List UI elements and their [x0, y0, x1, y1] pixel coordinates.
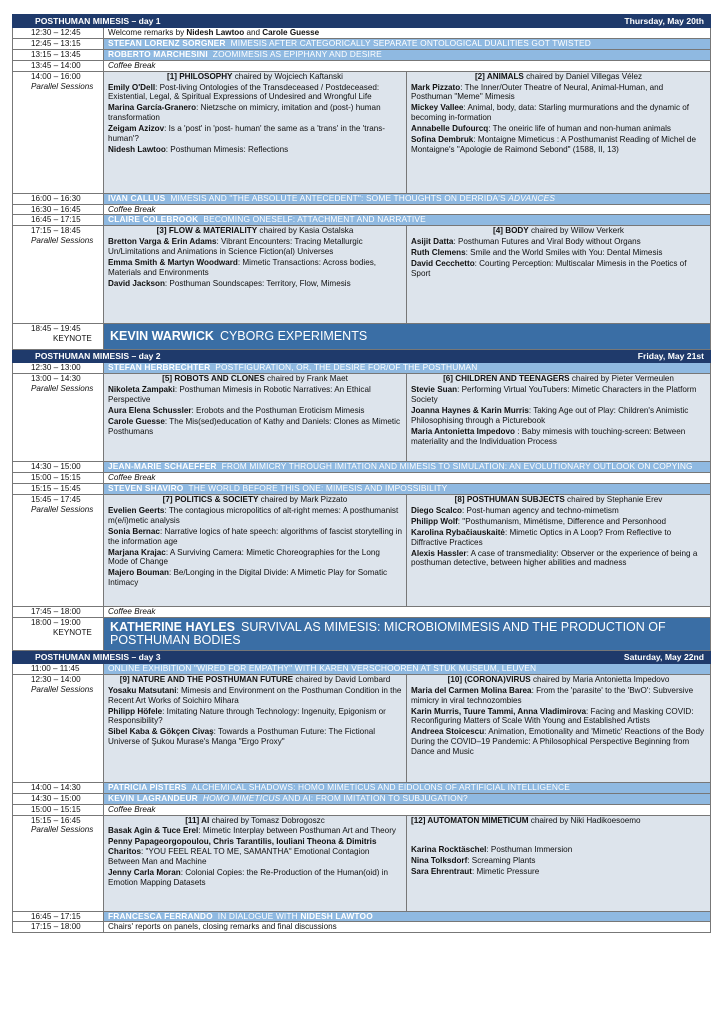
speaker-name: FRANCESCA FERRANDO [108, 911, 213, 921]
presenter-name: Carole Guesse [108, 416, 165, 426]
talk-title: : Mimetic Pressure [471, 867, 540, 877]
talk-item [411, 237, 706, 247]
talk-band [104, 49, 711, 60]
talk-title: : Narrative logics of hate speech: algorithms of fascist storytelling in the information age [108, 526, 402, 546]
presenter-name: Annabelle Dufourcq [411, 124, 489, 134]
talk-title: THE WORLD BEFORE THIS ONE: MIMESIS AND IMPOSSIBILITY [188, 483, 448, 494]
speaker-name: JEAN-MARIE SCHAEFFER [108, 461, 217, 472]
presenter-name: Evelien Geerts [108, 505, 165, 515]
day-date: Saturday, May 22nd [623, 651, 704, 662]
presenter-name: Philipp Wolf [411, 516, 458, 526]
coffee-break: Coffee Break [104, 473, 711, 484]
speaker-name: KATHERINE HAYLES [110, 619, 236, 634]
schedule-row [13, 374, 711, 462]
talk-item [108, 145, 402, 155]
panel-title: [7] POLITICS & SOCIETY [162, 494, 259, 504]
talk-title: : Nietzsche on mimicry, imitation and (post-) human transformation [108, 103, 381, 123]
panel-philosophy [104, 71, 407, 193]
talk-band [104, 782, 711, 793]
exhibition-band: ONLINE EXHIBITION "WIRED FOR EMPATHY" WITH KAREN VERSCHOOREN AT STUK MUSEUM, LEUVEN [104, 663, 711, 674]
speaker-name: IVAN CALLUS [108, 193, 166, 203]
session-type: Parallel Sessions [31, 81, 94, 91]
schedule-row [13, 363, 711, 374]
schedule-row [13, 617, 711, 650]
time-cell: 12:30 – 13:00 [13, 363, 104, 374]
presenter-name: Mickey Vallee [411, 103, 464, 113]
time-cell: 15:00 – 15:15 [13, 473, 104, 484]
talk-item [108, 406, 402, 416]
presenter-name: Nikoleta Zampaki [108, 385, 175, 395]
session-type: KEYNOTE [53, 334, 92, 344]
talk-title: : Be/Longing in the Digital Divide: A Mimetic Play for Somatic Intimacy [108, 568, 388, 588]
talk-item [108, 826, 402, 836]
talk-title: AND AI: FROM IMITATION TO SUBJUGATION? [280, 793, 468, 803]
talk-item [108, 83, 402, 103]
speaker-name: CLAIRE COLEBROOK [108, 214, 199, 225]
presenter-name: Emma Smith & Martyn Woodward [108, 258, 238, 268]
presenter-name: Marjana Krajac [108, 547, 166, 557]
speaker-name: PATRICIA PISTERS [108, 782, 187, 792]
talk-title: ALCHEMICAL SHADOWS: HOMO MIMETICUS AND EIDOLONS OF ARTIFICIAL INTELLIGENCE [191, 782, 570, 792]
talk-title: IN DIALOGUE WITH [217, 911, 301, 921]
talk-item [411, 248, 706, 258]
panel-chair: chaired by Pieter Vermeulen [569, 374, 674, 384]
panel-body [407, 226, 711, 324]
panel-nature-future [104, 674, 407, 782]
talk-title: : Post-living Ontologies of the Transdeceased / Postdeceased: Existential, Legal, & Spiritual Expressions of Undesired and Wrongful Life [108, 82, 380, 102]
time-cell: 14:30 – 15:00 [13, 793, 104, 804]
talk-item [411, 135, 706, 155]
panel-heading [108, 72, 402, 82]
talk-band [104, 193, 711, 204]
time-cell [13, 494, 104, 606]
talk-title: : Screaming Plants [467, 856, 536, 866]
panel-ai [104, 815, 407, 911]
panel-children-teenagers [407, 374, 711, 462]
presenter-name: Diego Scalco [411, 505, 463, 515]
closing-remarks: Chairs' reports on panels, closing remarks and final discussions [104, 922, 711, 933]
panel-heading [108, 495, 402, 505]
presenter-name: Sofina Dembruk [411, 135, 474, 145]
presenter-name: David Jackson [108, 278, 165, 288]
day-title: POSTHUMAN MIMESIS – day 3 [35, 651, 161, 662]
talk-item [411, 103, 706, 123]
talk-title: : "Posthumanism, Mimétisme, Difference and Personhood [457, 516, 667, 526]
time-cell: 17:45 – 18:00 [13, 606, 104, 617]
talk-item [108, 103, 402, 123]
schedule-row [13, 674, 711, 782]
talk-title: : Posthuman Soundscapes: Territory, Flow, Mimesis [164, 278, 351, 288]
panel-chair: chaired by Maria Antonietta Impedovo [530, 674, 670, 684]
session-type: KEYNOTE [53, 627, 92, 637]
time-cell: 15:15 – 15:45 [13, 484, 104, 495]
talk-item [108, 548, 402, 568]
time-label: 12:30 – 14:00 [31, 674, 81, 684]
session-type: Parallel Sessions [31, 825, 94, 835]
talk-title: MIMESIS AND "THE ABSOLUTE ANTECEDENT": SOME THOUGHTS ON DERRIDA'S [170, 193, 509, 203]
schedule-row [13, 782, 711, 793]
time-cell [13, 617, 104, 650]
speaker-name: STEFAN LORENZ SORGNER [108, 38, 226, 48]
panel-heading [411, 495, 706, 505]
presenter-name: Karina Rocktäschel [411, 845, 487, 855]
time-cell: 13:15 – 13:45 [13, 49, 104, 60]
panel-coronavirus [407, 674, 711, 782]
panel-title: [1] PHILOSOPHY [167, 71, 233, 81]
talk-title-bold: NIDESH LAWTOO [300, 911, 373, 921]
talk-title: : Vibrant Encounters: Tracing Metallurgic Un/Limitations and Animations in Science Fiction(al) Universes [108, 237, 363, 257]
coffee-break: Coffee Break [104, 804, 711, 815]
talk-item [411, 406, 706, 426]
presenter-name: Alexis Hassler [411, 548, 467, 558]
talk-title: : The oneiric life of human and non-human animals [488, 124, 671, 134]
talk-title: CYBORG EXPERIMENTS [219, 329, 368, 344]
talk-title: : The contagious micropolitics of alt-right memes: A posthumanist m(e/i)metic analysis [108, 505, 399, 525]
talk-title: : Is a 'post' in 'post- human' the same as a 'trans' in the 'trans-human'? [108, 124, 385, 144]
talk-title: : Animal, body, data: Starling murmurations and the dynamic of becoming in-formation [411, 103, 690, 123]
presenter-name: Aura Elena Schussler [108, 405, 192, 415]
talk-title: : Mimetic Interplay between Posthuman Art and Theory [198, 826, 396, 836]
panel-chair: chaired by Mark Pizzato [258, 494, 348, 504]
talk-item [108, 527, 402, 547]
panel-chair: chaired by Kasia Ostalska [257, 226, 354, 236]
remark-text: Welcome remarks by [108, 28, 187, 37]
presenter-name: Maria del Carmen Molina Barea [411, 685, 532, 695]
talk-item [411, 528, 706, 548]
talk-item [108, 686, 402, 706]
talk-title: : Posthuman Mimesis: Reflections [165, 144, 289, 154]
talk-item [108, 417, 402, 437]
speaker-name: STEVEN SHAVIRO [108, 483, 184, 494]
panel-chair: chaired by David Lombard [293, 674, 391, 684]
talk-item [108, 707, 402, 727]
talk-item [411, 845, 706, 855]
coffee-break: Coffee Break [104, 204, 711, 215]
time-cell: 16:45 – 17:15 [13, 911, 104, 922]
schedule-row [13, 494, 711, 606]
panel-heading [411, 72, 706, 82]
talk-title: : Taking Age out of Play: Children's Animistic Philosophising through a Picturebook [411, 405, 689, 425]
talk-title: MIMESIS AFTER CATEGORICALLY SEPARATE ONTOLOGICAL DUALITIES GOT TWISTED [230, 38, 591, 48]
talk-title: : Animation, Emotionality and 'Mimetic' Reactions of the Body During the COVID–19 Pandemic: A Philosophical Perspective Beginning from Dance and Music [411, 727, 705, 757]
panel-automaton-mimeticum [407, 815, 711, 911]
presenter-name: Maria Antonietta Impedovo [411, 426, 515, 436]
presenter-name: Joanna Haynes & Karin Murris [411, 405, 529, 415]
day2-header [13, 350, 711, 363]
presenter-name: Yosaku Matsutani [108, 685, 177, 695]
talk-title: FROM MIMICRY THROUGH IMITATION AND MIMESIS TO SIMULATION: AN EVOLUTIONARY OUTLOOK ON COPYING [221, 461, 693, 472]
presenter-name: Karolina Rybačiauskaitė [411, 527, 505, 537]
presenter-name: Stevie Suan [411, 385, 458, 395]
panel-chair: chaired by Niki Hadikoesoemo [528, 815, 641, 825]
presenter-name: Bretton Varga & Erin Adams [108, 237, 217, 247]
panel-politics-society [104, 494, 407, 606]
time-label: 13:00 – 14:30 [31, 374, 81, 384]
talk-item [108, 568, 402, 588]
schedule-row [13, 815, 711, 911]
panel-title: [6] CHILDREN AND TEENAGERS [443, 374, 570, 384]
talk-title: : Mimesis and Environment on the Posthuman Condition in the Recent Art Works of Soichiro Mihara [108, 685, 402, 705]
panel-title: [8] POSTHUMAN SUBJECTS [454, 494, 565, 504]
talk-band [104, 462, 711, 473]
time-cell: 14:30 – 15:00 [13, 462, 104, 473]
speaker-name: KEVIN WARWICK [110, 329, 214, 344]
panel-title: [4] BODY [493, 226, 529, 236]
panel-animals [407, 71, 711, 193]
schedule-row [13, 473, 711, 484]
talk-title: : Facing and Masking COVID: Reconfiguring Matters of Scale With Young and Established Artists [411, 706, 694, 726]
schedule-row [13, 793, 711, 804]
panel-title: [12] AUTOMATON MIMETICUM [411, 815, 529, 825]
panel-heading [108, 675, 402, 685]
time-cell: 15:00 – 15:15 [13, 804, 104, 815]
panel-chair: chaired by Frank Maet [264, 374, 348, 384]
schedule-row [13, 911, 711, 922]
program-table [12, 14, 711, 933]
talk-item [108, 258, 402, 278]
talk-item [108, 868, 402, 888]
session-type: Parallel Sessions [31, 236, 94, 246]
talk-item [411, 686, 706, 706]
time-cell [13, 674, 104, 782]
talk-band [104, 38, 711, 49]
talk-item [411, 427, 706, 447]
schedule-row [13, 215, 711, 226]
talk-title: : Performing Virtual YouTubers: Mimetic Characters in the Platform Society [411, 385, 697, 405]
talk-title: ZOOMIMESIS AS EPIPHANY AND DESIRE [212, 49, 382, 59]
panel-title: [11] AI [185, 815, 210, 825]
schedule-row [13, 49, 711, 60]
panel-heading [108, 374, 402, 384]
day-title: POSTHUMAN MIMESIS – day 1 [35, 16, 161, 26]
speaker-name: KEVIN LAGRANDEUR [108, 793, 198, 803]
panel-heading [411, 374, 706, 384]
schedule-row [13, 226, 711, 324]
talk-title: : Posthuman Mimesis in Robotic Narratives: An Ethical Perspective [108, 385, 371, 405]
keynote-band [104, 617, 711, 650]
panel-title: [5] ROBOTS AND CLONES [162, 374, 265, 384]
talk-item [411, 856, 706, 866]
presenter-name: Marina García-Granero [108, 103, 197, 113]
time-cell: 13:45 – 14:00 [13, 60, 104, 71]
talk-title: : Courting Perception: Multiscalar Mimesis in the Poetics of Sport [411, 259, 687, 278]
talk-item [411, 385, 706, 405]
session-type: Parallel Sessions [31, 384, 94, 394]
presenter-name: Basak Agin & Tuce Erel [108, 826, 199, 836]
presenter-name: Zeigam Azizov [108, 124, 165, 134]
talk-title: : Erobots and the Posthuman Eroticism Mimesis [191, 405, 365, 415]
panel-chair: chaired by Willow Verkerk [528, 226, 624, 236]
talk-item [108, 237, 402, 257]
presenter-name: Sara Ehrentraut [411, 867, 472, 877]
talk-item [411, 867, 706, 877]
coffee-break: Coffee Break [104, 60, 711, 71]
presenter-name: Asijit Datta [411, 237, 454, 247]
talk-title: : Mimetic Optics in A Loop? From Reflective to Diffractive Practices [411, 527, 672, 547]
presenter-name: Philipp Höfele [108, 706, 163, 716]
talk-item [108, 837, 402, 867]
time-cell: 11:00 – 11:45 [13, 663, 104, 674]
time-cell [13, 815, 104, 911]
talk-title: : Posthuman Immersion [486, 845, 573, 855]
talk-item [411, 124, 706, 134]
talk-title: : Baby mimesis with touching-screen: Between materiality and the Individuation Process [411, 426, 686, 446]
time-label: 15:45 – 17:45 [31, 494, 81, 504]
time-cell: 16:00 – 16:30 [13, 193, 104, 204]
time-cell: 12:30 – 12:45 [13, 28, 104, 39]
schedule-row [13, 462, 711, 473]
presenter-name: Andreea Stoicescu [411, 727, 485, 737]
panel-title: [3] FLOW & MATERIALITY [156, 226, 258, 236]
presenter-name: Ruth Clemens [411, 248, 466, 258]
talk-title: : The Mis(sed)education of Kathy and Daniels: Clones as Mimetic Posthumans [108, 416, 401, 436]
presenter-name: Majero Bouman [108, 568, 169, 578]
talk-item [411, 549, 706, 569]
talk-title: : The Inner/Outer Theatre of Neural, Animal-Human, and Posthuman "Meme" Mimesis [411, 82, 664, 102]
presenter-name: Nidesh Lawtoo [108, 144, 166, 154]
panel-posthuman-subjects [407, 494, 711, 606]
schedule-row [13, 28, 711, 39]
panel-title: [10] (CORONA)VIRUS [447, 674, 531, 684]
coffee-break: Coffee Break [104, 606, 711, 617]
talk-title-italic: HOMO MIMETICUS [202, 793, 281, 803]
talk-title: : Posthuman Futures and Viral Body without Organs [453, 237, 641, 247]
talk-item [411, 259, 706, 279]
panel-chair: chaired by Tomasz Dobrogoszc [209, 815, 325, 825]
time-cell: 16:45 – 17:15 [13, 215, 104, 226]
remark-text: and [244, 28, 263, 37]
talk-band [104, 911, 711, 922]
talk-item [411, 707, 706, 727]
time-cell: 16:30 – 16:45 [13, 204, 104, 215]
talk-title: : Imitating Nature through Technology: Ingenuity, Epigonism or Responsibility? [108, 706, 386, 726]
time-cell [13, 324, 104, 350]
remark-name: Nidesh Lawtoo [186, 28, 245, 37]
panel-chair: chaired by Wojciech Kaftanski [232, 71, 343, 81]
panel-title: [2] ANIMALS [474, 71, 524, 81]
talk-title: : Mimetic Transactions: Across bodies, Materials and Environments [108, 258, 377, 277]
talk-item [108, 506, 402, 526]
talk-title: : Post-human agency and techno-mimetism [462, 505, 619, 515]
presenter-name: Mark Pizzato [411, 82, 461, 92]
keynote-band [104, 324, 711, 350]
schedule-row [13, 204, 711, 215]
time-cell: 14:00 – 14:30 [13, 782, 104, 793]
talk-item [108, 124, 402, 144]
panel-heading [411, 675, 706, 685]
time-label: 18:00 – 19:00 [31, 617, 81, 627]
talk-item [108, 727, 402, 747]
talk-item [411, 727, 706, 757]
time-label: 17:15 – 18:45 [31, 226, 81, 236]
talk-title: BECOMING ONESELF: ATTACHMENT AND NARRATIVE [203, 214, 426, 225]
program-page [12, 14, 710, 1018]
presenter-name: Penny Papageorgopoulou, Chris Tarantilis, Iouliani Theona & Dimitris Charitos [108, 837, 377, 857]
day-date: Friday, May 21st [637, 351, 704, 362]
remark-name: Carole Guesse [262, 28, 320, 37]
talk-title: : Smile and the World Smiles with You: Dental Mimesis [465, 248, 663, 258]
talk-item [411, 517, 706, 527]
presenter-name: Emily O'Dell [108, 82, 156, 92]
talk-title: : "YOU FEEL REAL TO ME, SAMANTHA" Emotional Contagion Between Man and Machine [108, 847, 370, 867]
schedule-row [13, 60, 711, 71]
day-title: POSTHUMAN MIMESIS – day 2 [35, 351, 161, 362]
panel-robots-clones [104, 374, 407, 462]
day-date: Thursday, May 20th [624, 16, 704, 26]
talk-item [108, 279, 402, 289]
presenter-name: Jenny Carla Moran [108, 868, 181, 878]
time-cell [13, 226, 104, 324]
time-label: 14:00 – 16:00 [31, 71, 81, 81]
talk-band [104, 363, 711, 374]
speaker-name: STEFAN HERBRECHTER [108, 362, 211, 373]
day3-header [13, 650, 711, 663]
presenter-name: David Cecchetto [411, 259, 475, 269]
presenter-name: Sibel Kaba & Gökçen Civaş [108, 727, 214, 737]
time-cell: 17:15 – 18:00 [13, 922, 104, 933]
schedule-row [13, 324, 711, 350]
schedule-row [13, 663, 711, 674]
panel-flow-materiality [104, 226, 407, 324]
talk-band [104, 484, 711, 495]
panel-chair: chaired by Stephanie Erev [564, 494, 663, 504]
panel-title: [9] NATURE AND THE POSTHUMAN FUTURE [119, 674, 294, 684]
presenter-name: Sonia Bernac [108, 526, 160, 536]
talk-title: : Montaigne Mimeticus : A Posthumanist Reading of Michel de Montaigne's "Apologie de Raimond Sebond" (1588, II, 13) [411, 135, 696, 154]
time-cell [13, 374, 104, 462]
schedule-row [13, 193, 711, 204]
talk-title: : Towards a Posthuman Future: The Fictional Universe of Şukou Murase's Manga "Ergo Proxy" [108, 727, 376, 747]
welcome-remarks [104, 28, 711, 39]
time-label: 15:15 – 16:45 [31, 815, 81, 825]
talk-title: SURVIVAL AS MIMESIS: MICROBIOMIMESIS AND THE PRODUCTION OF POSTHUMAN BODIES [110, 619, 666, 647]
talk-item [411, 83, 706, 103]
talk-title: : A Surviving Camera: Mimetic Choreographies for the Long Mode of Change [108, 547, 380, 567]
time-cell [13, 71, 104, 193]
schedule-row [13, 484, 711, 495]
time-cell: 12:45 – 13:15 [13, 38, 104, 49]
talk-title: : From the 'parasite' to the 'BwO': Subversive mimicry in viral technozombies [411, 685, 694, 705]
presenter-name: Nina Tolksdorf [411, 856, 468, 866]
speaker-name: ROBERTO MARCHESINI [108, 49, 208, 59]
talk-title: : Colonial Copies: the Re-Production of the Human(oid) in Emotion Mapping Datasets [108, 868, 388, 887]
talk-band [104, 215, 711, 226]
schedule-row [13, 38, 711, 49]
panel-heading [108, 226, 402, 236]
talk-item [411, 506, 706, 516]
talk-item [108, 385, 402, 405]
session-type: Parallel Sessions [31, 684, 94, 694]
session-type: Parallel Sessions [31, 504, 94, 514]
panel-chair: chaired by Daniel Villegas Vélez [523, 71, 643, 81]
schedule-row [13, 922, 711, 933]
talk-title: : A case of transmediality: Observer or the experience of being a posthuman detective, between higher abilities and madness [411, 548, 698, 568]
schedule-row [13, 606, 711, 617]
day1-header [13, 15, 711, 28]
time-label: 18:45 – 19:45 [31, 324, 81, 334]
talk-title: POSTFIGURATION, OR, THE DESIRE FOR/OF THE POSTHUMAN [215, 362, 478, 373]
schedule-row [13, 804, 711, 815]
panel-heading [108, 816, 402, 826]
talk-band [104, 793, 711, 804]
panel-heading [411, 226, 706, 236]
presenter-name: Karin Murris, Tuure Tammi, Anna Vladimirova [411, 706, 587, 716]
panel-heading [411, 816, 706, 826]
schedule-row [13, 71, 711, 193]
talk-title-italic: ADVANCES [508, 193, 556, 203]
